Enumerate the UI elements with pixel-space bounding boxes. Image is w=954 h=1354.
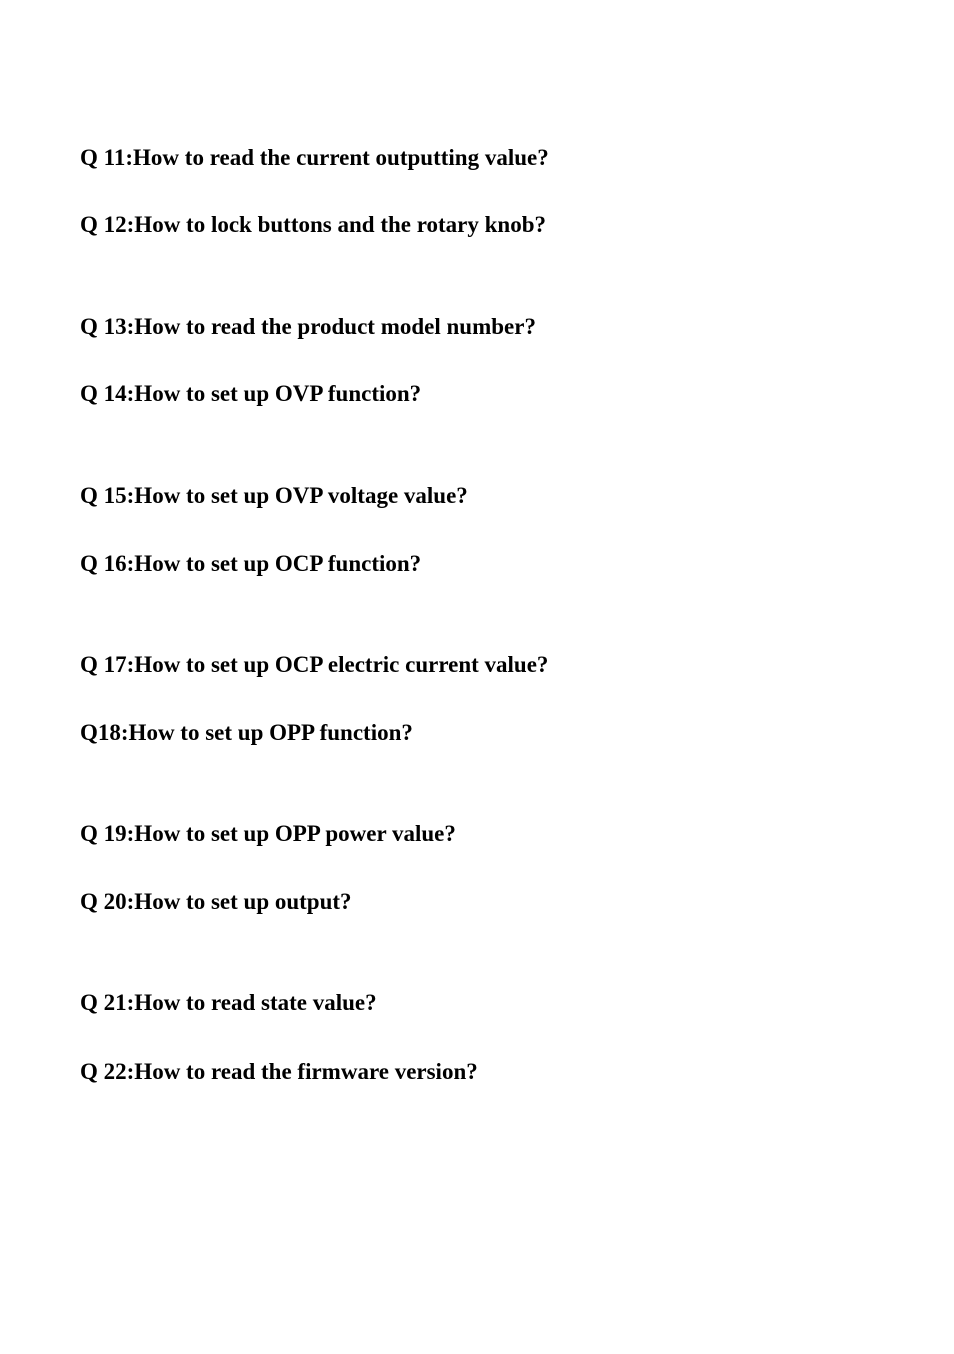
question-18: Q18:How to set up OPP function? xyxy=(80,720,413,745)
question-20: Q 20:How to set up output? xyxy=(80,889,352,914)
question-17: Q 17:How to set up OCP electric current value? xyxy=(80,652,549,677)
question-14: Q 14:How to set up OVP function? xyxy=(80,381,422,406)
question-13: Q 13:How to read the product model number? xyxy=(80,314,536,339)
question-16: Q 16:How to set up OCP function? xyxy=(80,551,422,576)
question-11: Q 11:How to read the current outputting value? xyxy=(80,145,549,170)
question-19: Q 19:How to set up OPP power value? xyxy=(80,821,456,846)
question-12: Q 12:How to lock buttons and the rotary knob? xyxy=(80,212,547,237)
question-21: Q 21:How to read state value? xyxy=(80,990,377,1015)
question-15: Q 15:How to set up OVP voltage value? xyxy=(80,483,468,508)
question-22: Q 22:How to read the firmware version? xyxy=(80,1059,478,1084)
